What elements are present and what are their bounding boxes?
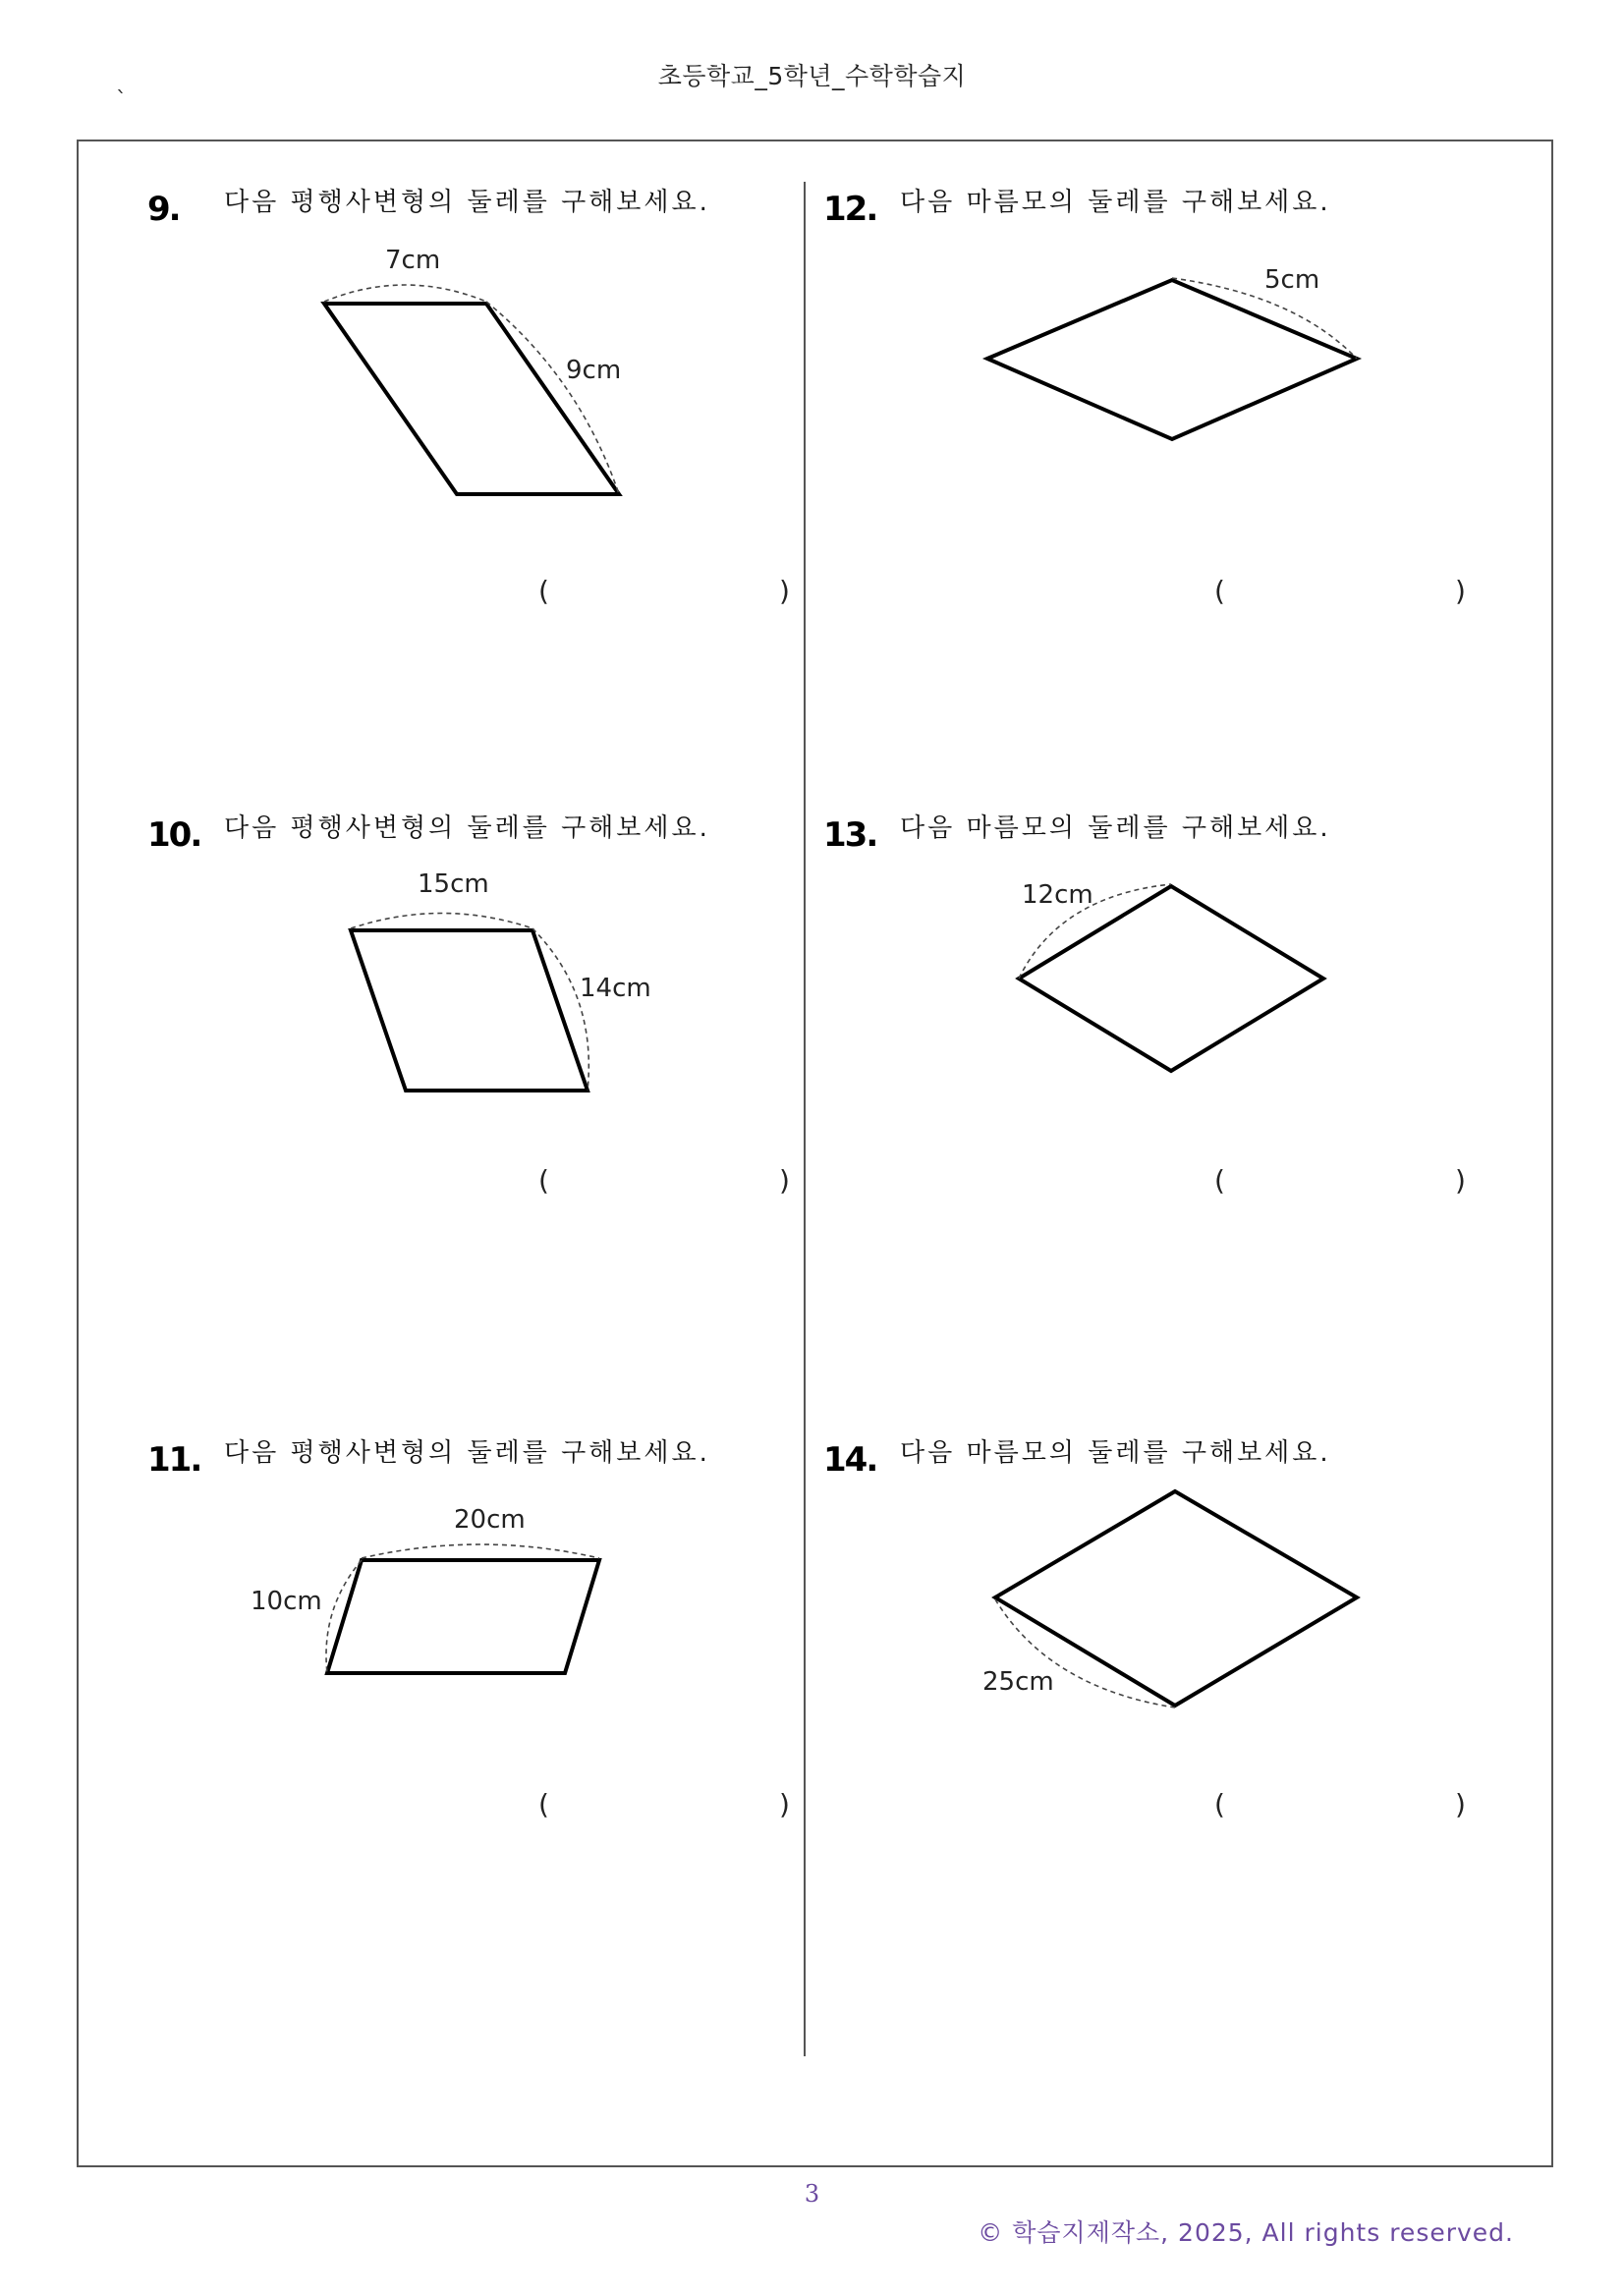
problem-number: 12. — [823, 190, 877, 229]
problem-question: 다음 평행사변형의 둘레를 구해보세요. — [224, 188, 710, 217]
side-label: 9cm — [566, 356, 622, 385]
side-label: 15cm — [418, 869, 489, 899]
problem-14 — [823, 1432, 1466, 2022]
answer-blank-open: ( — [538, 1788, 549, 1820]
side-label: 20cm — [454, 1505, 526, 1535]
problem-question: 다음 평행사변형의 둘레를 구해보세요. — [224, 1438, 710, 1468]
problem-question: 다음 마름모의 둘레를 구해보세요. — [900, 1438, 1331, 1468]
side-label: 10cm — [251, 1587, 322, 1616]
answer-blank-open: ( — [1214, 1164, 1225, 1197]
answer-blank-open: ( — [1214, 1788, 1225, 1820]
rhombus-shape — [987, 280, 1357, 439]
answer-blank-close: ) — [1455, 1788, 1466, 1820]
dimension-arc — [351, 914, 532, 929]
rhombus-shape — [1019, 886, 1323, 1071]
problem-10 — [147, 808, 790, 1397]
problem-number: 9. — [147, 190, 180, 229]
page-number: 3 — [804, 2180, 820, 2208]
problem-number: 11. — [147, 1440, 201, 1480]
problem-question: 다음 마름모의 둘레를 구해보세요. — [900, 188, 1331, 217]
parallelogram-figure — [147, 182, 786, 653]
side-label: 25cm — [982, 1667, 1054, 1697]
problem-9 — [147, 182, 790, 771]
answer-blank-close: ) — [779, 1164, 790, 1197]
problem-number: 14. — [823, 1440, 877, 1480]
answer-blank-open: ( — [538, 1164, 549, 1197]
answer-blank-open: ( — [1214, 575, 1225, 607]
answer-blank-close: ) — [1455, 1164, 1466, 1197]
rhombus-figure — [823, 808, 1462, 1279]
answer-blank-close: ) — [1455, 575, 1466, 607]
problem-number: 10. — [147, 815, 201, 855]
parallelogram-shape — [324, 304, 622, 494]
answer-blank-close: ) — [779, 575, 790, 607]
dimension-arc — [324, 285, 486, 302]
side-label: 5cm — [1264, 265, 1320, 295]
problem-number: 13. — [823, 815, 877, 855]
side-label: 14cm — [580, 974, 651, 1003]
problem-11 — [147, 1432, 790, 2022]
column-divider — [804, 182, 806, 2056]
rhombus-figure — [823, 182, 1462, 653]
problem-13 — [823, 808, 1466, 1397]
parallelogram-shape — [327, 1560, 599, 1673]
parallelogram-figure — [147, 808, 786, 1279]
parallelogram-figure — [147, 1432, 786, 1904]
stray-mark: ` — [116, 88, 127, 113]
problem-12 — [823, 182, 1466, 771]
problem-question: 다음 마름모의 둘레를 구해보세요. — [900, 813, 1331, 843]
side-label: 12cm — [1022, 880, 1093, 910]
rhombus-figure — [823, 1432, 1462, 1904]
answer-blank-close: ) — [779, 1788, 790, 1820]
copyright-notice: © 학습지제작소, 2025, All rights reserved. — [978, 2218, 1514, 2247]
problem-question: 다음 평행사변형의 둘레를 구해보세요. — [224, 813, 710, 843]
worksheet-title: 초등학교_5학년_수학학습지 — [657, 62, 967, 90]
dimension-arc — [362, 1544, 599, 1558]
parallelogram-shape — [351, 930, 588, 1091]
side-label: 7cm — [385, 246, 441, 275]
answer-blank-open: ( — [538, 575, 549, 607]
